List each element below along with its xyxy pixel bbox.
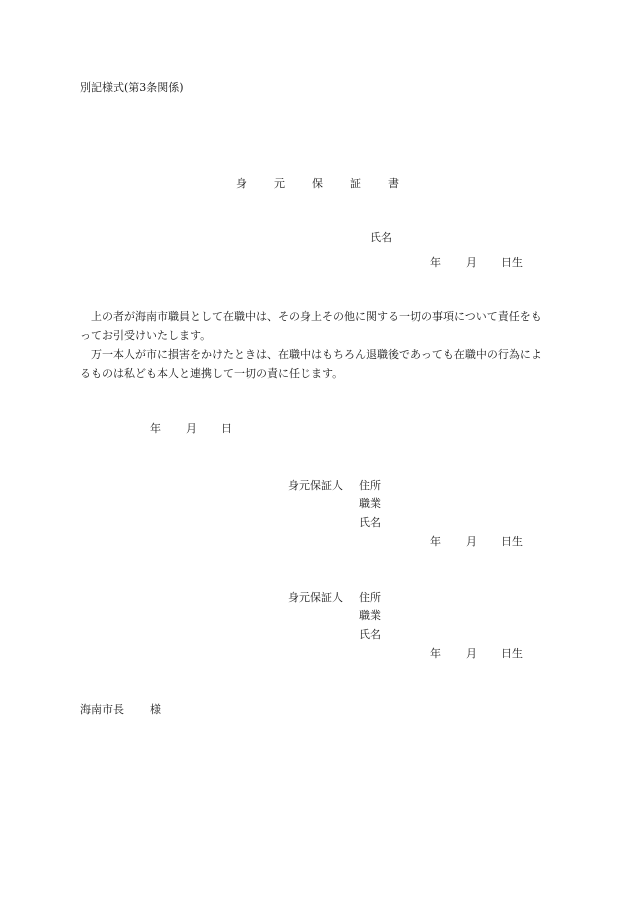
guarantor-name-label: 氏名 (359, 516, 381, 529)
guarantor-role-label: 身元保証人 (288, 591, 343, 604)
date-day: 日 (221, 422, 232, 435)
title-char: 書 (388, 177, 399, 190)
guarantor-birth-year: 年 (430, 535, 441, 548)
guarantor-address-label: 住所 (359, 591, 381, 604)
guarantor-birth-month: 月 (466, 647, 477, 660)
title-char: 証 (350, 177, 361, 190)
title-char: 身 (236, 177, 247, 190)
document-title (236, 177, 426, 191)
guarantor-occupation-label: 職業 (359, 497, 381, 510)
guarantor-birth-day: 日生 (501, 647, 523, 660)
addressee-honorific: 様 (150, 703, 161, 716)
body-paragraph-2: 万一本人が市に損害をかけたときは、在職中はもちろん退職後であっても在職中の行為によるものは私ども本人と連携して一切の責に任じます。 (80, 348, 542, 380)
guarantor-name-label: 氏名 (359, 628, 381, 641)
person-birth-day: 日生 (501, 256, 523, 269)
guarantor-occupation-label: 職業 (359, 609, 381, 622)
guarantee-body (80, 307, 552, 383)
body-paragraph-1: 上の者が海南市職員として在職中は、その身上その他に関する一切の事項について責任をもってお引受けいたします。 (80, 310, 542, 342)
person-name-label: 氏名 (370, 231, 392, 244)
guarantor-birth-month: 月 (466, 535, 477, 548)
guarantor-address-label: 住所 (359, 479, 381, 492)
guarantor-birth-year: 年 (430, 647, 441, 660)
date-year: 年 (150, 422, 161, 435)
date-month: 月 (186, 422, 197, 435)
guarantor-birth-day: 日生 (501, 535, 523, 548)
guarantor-role-label: 身元保証人 (288, 479, 343, 492)
title-char: 元 (274, 177, 285, 190)
addressee-name: 海南市長 (80, 703, 124, 716)
person-birth-month: 月 (466, 256, 477, 269)
form-header-note: 別記様式(第3条関係) (80, 81, 184, 94)
title-char: 保 (312, 177, 323, 190)
person-birth-year: 年 (430, 256, 441, 269)
